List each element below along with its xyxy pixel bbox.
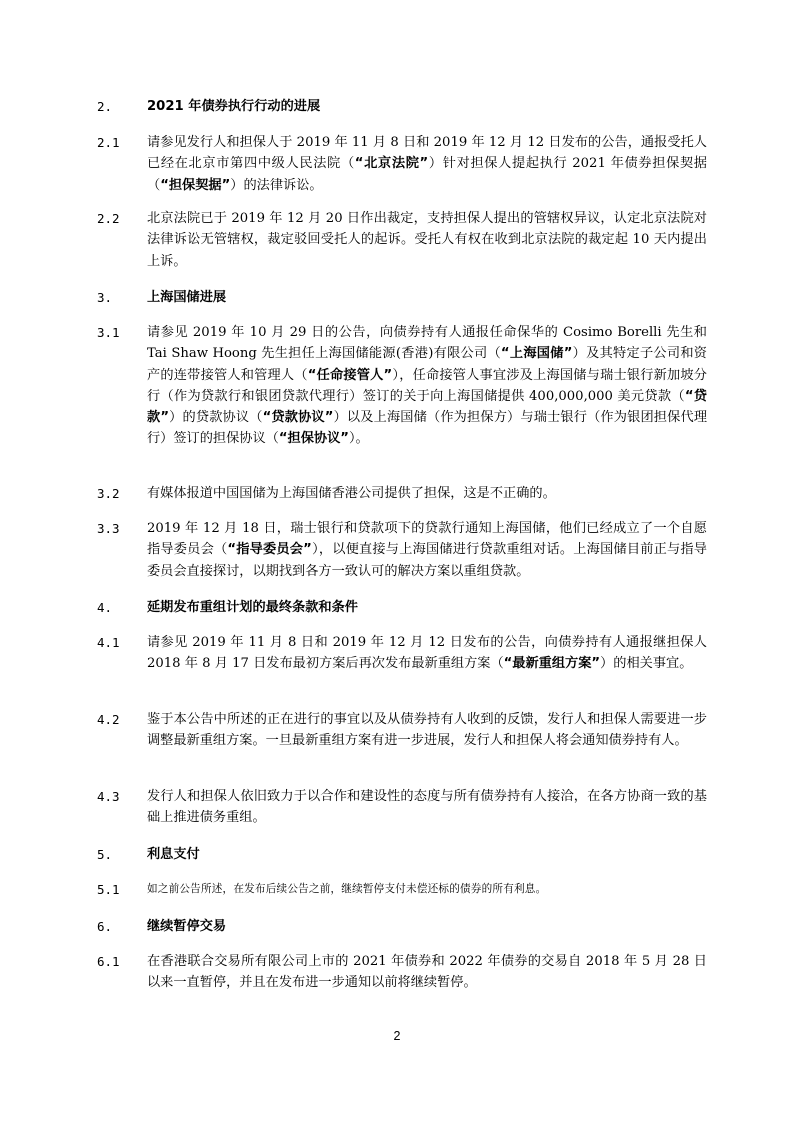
- defined-term: “贷款”: [147, 388, 707, 426]
- paragraph-text: 发行人和担保人依旧致力于以合作和建设性的态度与所有债券持有人接洽，在各方协商一致的基础上推进债务重组。: [147, 789, 707, 826]
- defined-term: “北京法院”: [354, 156, 429, 172]
- paragraph-text: 在香港联合交易所有限公司上市的 2021 年债券和 2022 年债券的交易自 2018 年 5 月 28 日以来一直暂停，并且在发布进一步通知以前将继续暂停。: [147, 954, 707, 991]
- page-number: 2: [393, 1029, 401, 1043]
- section-title: 继续暂停交易: [147, 919, 227, 934]
- paragraph-text: 有媒体报道中国国储为上海国储香港公司提供了担保，这是不正确的。: [147, 486, 556, 501]
- defined-term: “贷款协议”: [262, 410, 334, 426]
- defined-term: “担保契据”: [160, 177, 231, 193]
- paragraph-number: 3.1: [97, 325, 120, 340]
- paragraph-number: 4.1: [97, 635, 120, 650]
- paragraph-text: 2019 年 12 月 18 日，瑞士银行和贷款项下的贷款行通知上海国储，他们已经成立了一个自愿指导委员会（“指导委员会”），以便直接与上海国储进行贷款重组对话。上海国储目前正与指导委员会直接探讨，以期找到各方一致认可的解决方案以重组贷款。: [147, 521, 707, 579]
- section-number: 5.: [97, 847, 113, 862]
- defined-term: “担保协议”: [278, 431, 349, 447]
- paragraph-number: 4.3: [97, 789, 120, 804]
- paragraph-number: 5.1: [97, 882, 120, 897]
- section-title: 上海国储进展: [147, 290, 227, 305]
- defined-term: “指导委员会”: [227, 542, 312, 558]
- section-number: 2.: [97, 99, 113, 114]
- paragraph-number: 3.2: [97, 486, 120, 501]
- section-number: 4.: [97, 600, 113, 615]
- section-title: 利息支付: [147, 847, 200, 862]
- paragraph-text: 请参见 2019 年 10 月 29 日的公告，向债券持有人通报任命保华的 Cosimo Borelli 先生和 Tai Shaw Hoong 先生担任上海国储能源(香港)有限公司（“上海国储”）及其特定子公司和资产的连带接管人和管理人（“任命接管人”），任命接管人事宜涉及上海国储与瑞士银行新加坡分行（作为贷款行和银团贷款代理行）签订的关于向上海国储提供 400,000,000 美元贷款（“贷款”）的贷款协议（“贷款协议”）以及上海国储（作为担保方）与瑞士银行（作为银团担保代理行）签订的担保协议（“担保协议”）。: [147, 325, 708, 447]
- paragraph-number: 6.1: [97, 954, 120, 969]
- paragraph-number: 3.3: [97, 521, 120, 536]
- section-number: 3.: [97, 290, 113, 305]
- paragraph-number: 4.2: [97, 712, 120, 727]
- paragraph-text: 北京法院已于 2019 年 12 月 20 日作出裁定，支持担保人提出的管辖权异议，认定北京法院对法律诉讼无管辖权，裁定驳回受托人的起诉。受托人有权在收到北京法院的裁定起 10 天内提出上诉。: [147, 211, 707, 269]
- paragraph-text: 请参见 2019 年 11 月 8 日和 2019 年 12 月 12 日发布的公告，向债券持有人通报继担保人 2018 年 8 月 17 日发布最初方案后再次发布最新重组方案（“最新重组方案”）的相关事宜。: [147, 635, 707, 672]
- defined-term: “最新重组方案”: [503, 656, 601, 672]
- paragraph-text: 如之前公告所述，在发布后续公告之前，继续暂停支付未偿还标的债券的所有利息。: [147, 883, 547, 895]
- paragraph-number: 2.2: [97, 211, 120, 226]
- paragraph-text: 请参见发行人和担保人于 2019 年 11 月 8 日和 2019 年 12 月 12 日发布的公告，通报受托人已经在北京市第四中级人民法院（“北京法院”）针对担保人提起执行 2021 年债券担保契据（“担保契据”）的法律诉讼。: [147, 135, 707, 193]
- paragraph-text: 鉴于本公告中所述的正在进行的事宜以及从债券持有人收到的反馈，发行人和担保人需要进一步调整最新重组方案。一旦最新重组方案有进一步进展，发行人和担保人将会通知债券持有人。: [147, 712, 707, 749]
- defined-term: “任命接管人”: [307, 367, 393, 383]
- section-title: 2021 年债券执行行动的进展: [147, 99, 321, 114]
- defined-term: “上海国储”: [500, 346, 573, 362]
- paragraph-number: 2.1: [97, 135, 120, 150]
- section-number: 6.: [97, 919, 113, 934]
- section-title: 延期发布重组计划的最终条款和条件: [147, 600, 358, 615]
